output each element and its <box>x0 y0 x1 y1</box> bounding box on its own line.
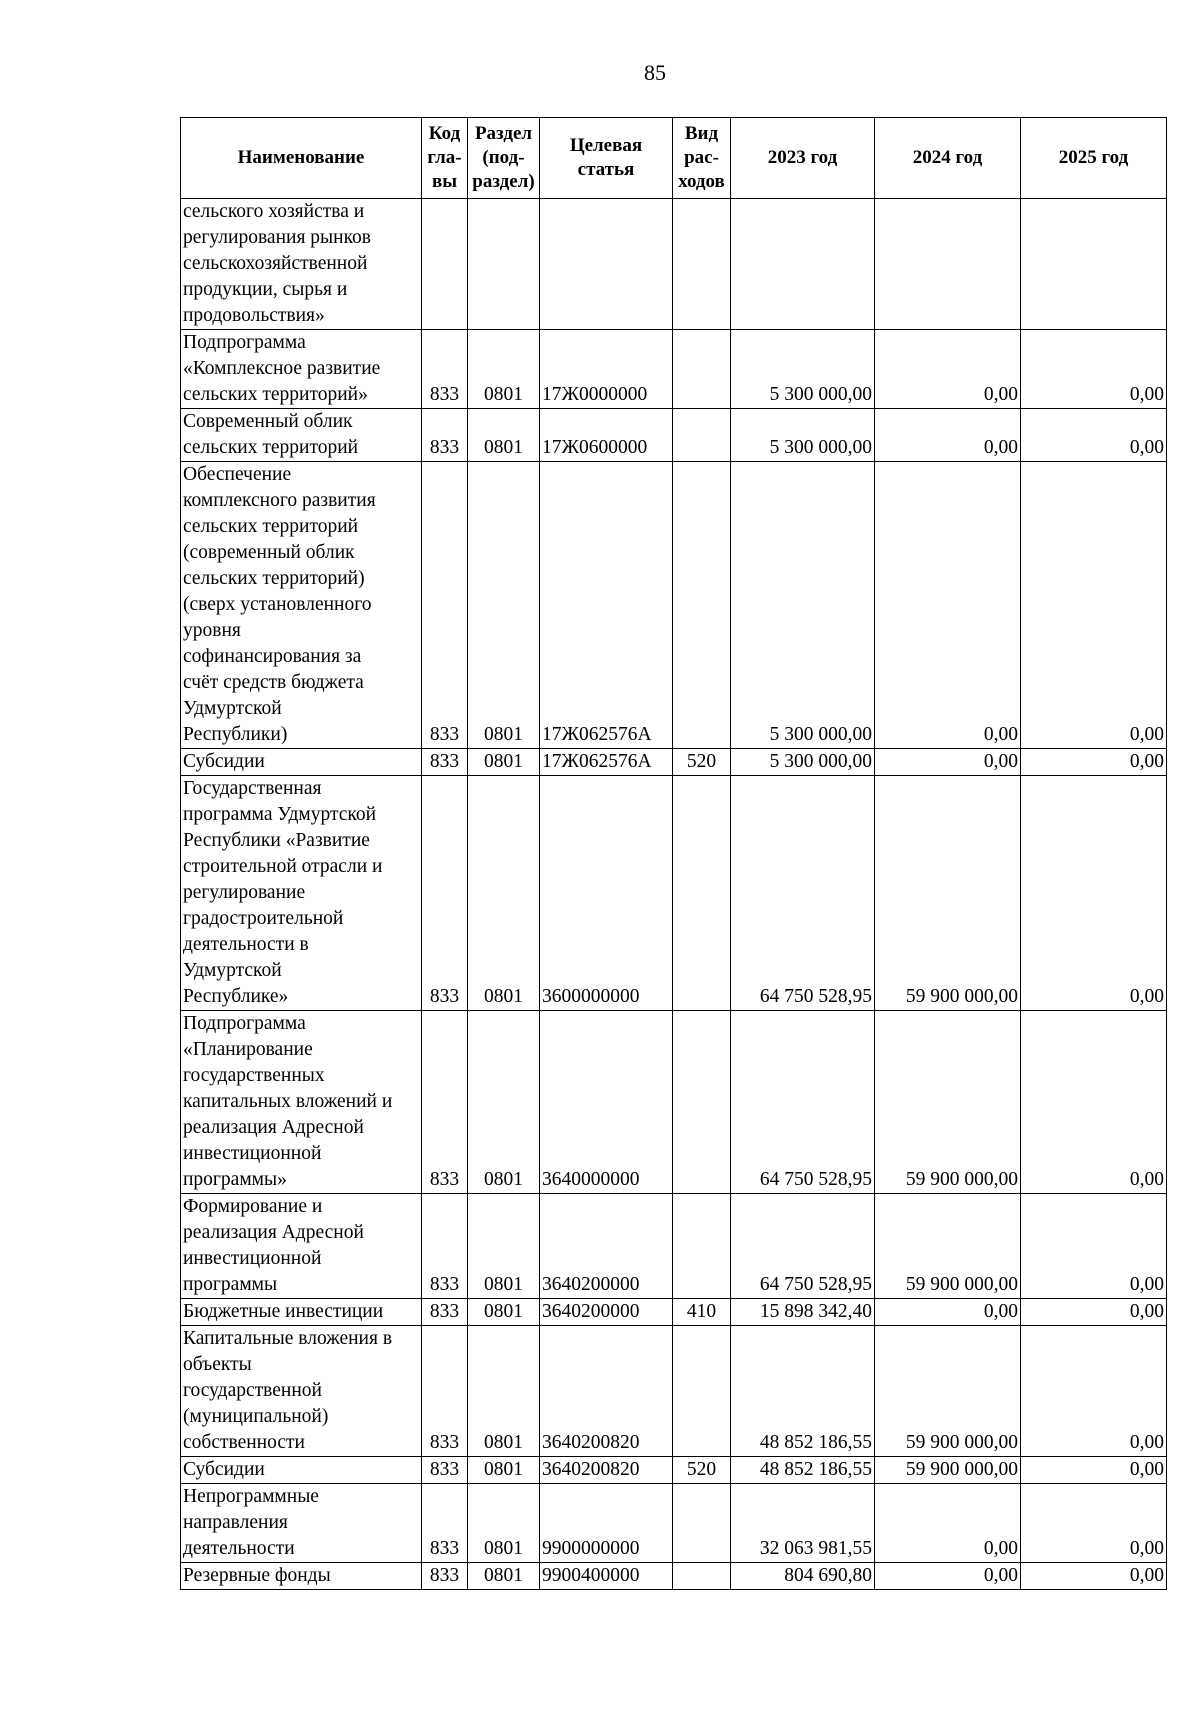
row-section: 0801 <box>468 1457 540 1484</box>
row-name-line: регулирования рынков <box>183 227 372 248</box>
row-name-line: (муниципальной) <box>183 1406 329 1427</box>
row-section: 0801 <box>468 1484 540 1563</box>
row-section: 0801 <box>468 330 540 409</box>
row-target-article: 3640200820 <box>540 1457 673 1484</box>
row-name-line: программа Удмуртской <box>183 804 377 825</box>
row-name <box>181 1194 422 1299</box>
row-target-article: 3640200000 <box>540 1299 673 1326</box>
row-amount-2025: 0,00 <box>1021 1563 1167 1590</box>
row-name-line: Капитальные вложения в <box>183 1328 393 1349</box>
row-name <box>181 749 422 776</box>
row-name-line: программы <box>183 1274 278 1295</box>
row-name <box>181 1457 422 1484</box>
table-row <box>181 1457 1167 1484</box>
row-name-line: реализация Адресной <box>183 1117 364 1138</box>
row-name <box>181 1299 422 1326</box>
row-amount-2025: 0,00 <box>1021 462 1167 749</box>
row-amount-2023: 5 300 000,00 <box>731 462 875 749</box>
row-target-article: 17Ж062576А <box>540 462 673 749</box>
row-name-line: реализация Адресной <box>183 1222 364 1243</box>
row-section: 0801 <box>468 749 540 776</box>
row-name-line: Субсидии <box>183 751 265 772</box>
row-amount-2024: 0,00 <box>875 1299 1021 1326</box>
row-amount-2023: 15 898 342,40 <box>731 1299 875 1326</box>
row-code: 833 <box>422 1011 468 1194</box>
row-name-line: продовольствия» <box>183 305 325 326</box>
table-row <box>181 1011 1167 1194</box>
row-name <box>181 776 422 1011</box>
row-name <box>181 199 422 330</box>
row-section <box>468 199 540 330</box>
row-amount-2023: 32 063 981,55 <box>731 1484 875 1563</box>
header-code: Код гла- вы <box>422 118 468 199</box>
row-target-article: 17Ж0600000 <box>540 409 673 462</box>
row-expense-kind: 520 <box>673 1457 731 1484</box>
row-amount-2024: 0,00 <box>875 749 1021 776</box>
row-name-line: Удмуртской <box>183 698 282 719</box>
row-name-line: Бюджетные инвестиции <box>183 1301 384 1322</box>
row-name-line: сельских территорий <box>183 437 359 458</box>
header-target: Целевая статья <box>540 118 673 199</box>
row-name-line: объекты <box>183 1354 252 1375</box>
row-amount-2025: 0,00 <box>1021 409 1167 462</box>
row-code: 833 <box>422 776 468 1011</box>
row-name <box>181 409 422 462</box>
row-amount-2024: 59 900 000,00 <box>875 776 1021 1011</box>
header-name: Наименование <box>181 118 422 199</box>
row-amount-2023: 64 750 528,95 <box>731 1194 875 1299</box>
row-name-line: Республике» <box>183 986 289 1007</box>
row-name-line: Подпрограмма <box>183 332 306 353</box>
row-name-line: капитальных вложений и <box>183 1091 393 1112</box>
row-amount-2025 <box>1021 199 1167 330</box>
row-name <box>181 1484 422 1563</box>
row-code: 833 <box>422 1194 468 1299</box>
row-amount-2023: 5 300 000,00 <box>731 330 875 409</box>
header-section: Раздел (под- раздел) <box>468 118 540 199</box>
table-row <box>181 462 1167 749</box>
row-code: 833 <box>422 749 468 776</box>
row-name-line: Республики «Развитие <box>183 830 370 851</box>
header-kind: Вид рас- ходов <box>673 118 731 199</box>
row-name <box>181 330 422 409</box>
row-amount-2024: 0,00 <box>875 330 1021 409</box>
row-name-line: Непрограммные <box>183 1486 319 1507</box>
table-row <box>181 409 1167 462</box>
row-expense-kind <box>673 1194 731 1299</box>
row-name-line: «Комплексное развитие <box>183 358 381 379</box>
row-name <box>181 1563 422 1590</box>
row-target-article: 9900000000 <box>540 1484 673 1563</box>
row-code: 833 <box>422 1326 468 1457</box>
header-2023: 2023 год <box>731 118 875 199</box>
row-code: 833 <box>422 1563 468 1590</box>
row-name-line: государственной <box>183 1380 322 1401</box>
row-name-line: Обеспечение <box>183 464 292 485</box>
row-name-line: комплексного развития <box>183 490 376 511</box>
row-name-line: Республики) <box>183 724 288 745</box>
table-row <box>181 1563 1167 1590</box>
row-section: 0801 <box>468 1326 540 1457</box>
row-section: 0801 <box>468 1299 540 1326</box>
row-amount-2025: 0,00 <box>1021 1457 1167 1484</box>
row-amount-2023: 5 300 000,00 <box>731 409 875 462</box>
row-name-line: Государственная <box>183 778 322 799</box>
row-amount-2025: 0,00 <box>1021 1326 1167 1457</box>
row-name-line: сельского хозяйства и <box>183 201 365 222</box>
table-row <box>181 1299 1167 1326</box>
row-amount-2024: 59 900 000,00 <box>875 1011 1021 1194</box>
row-target-article: 3600000000 <box>540 776 673 1011</box>
row-amount-2024: 59 900 000,00 <box>875 1457 1021 1484</box>
row-amount-2023: 804 690,80 <box>731 1563 875 1590</box>
row-amount-2023: 48 852 186,55 <box>731 1326 875 1457</box>
row-section: 0801 <box>468 1563 540 1590</box>
table-row <box>181 1194 1167 1299</box>
row-name <box>181 462 422 749</box>
row-name-line: деятельности в <box>183 934 309 955</box>
row-name-line: строительной отрасли и <box>183 856 383 877</box>
table-row <box>181 749 1167 776</box>
row-name-line: Субсидии <box>183 1459 265 1480</box>
row-name-line: «Планирование <box>183 1039 313 1060</box>
row-name-line: счёт средств бюджета <box>183 672 364 693</box>
row-target-article: 3640200000 <box>540 1194 673 1299</box>
row-section: 0801 <box>468 776 540 1011</box>
row-code: 833 <box>422 1299 468 1326</box>
row-target-article: 3640000000 <box>540 1011 673 1194</box>
row-name-line: государственных <box>183 1065 325 1086</box>
row-expense-kind <box>673 462 731 749</box>
row-section: 0801 <box>468 409 540 462</box>
row-target-article: 17Ж062576А <box>540 749 673 776</box>
row-amount-2024: 0,00 <box>875 409 1021 462</box>
row-name <box>181 1326 422 1457</box>
row-name-line: программы» <box>183 1169 287 1190</box>
row-target-article: 3640200820 <box>540 1326 673 1457</box>
row-code: 833 <box>422 1457 468 1484</box>
table-row <box>181 1484 1167 1563</box>
row-code: 833 <box>422 462 468 749</box>
row-expense-kind <box>673 1326 731 1457</box>
row-name-line: деятельности <box>183 1538 295 1559</box>
row-name-line: Резервные фонды <box>183 1565 331 1586</box>
header-2024: 2024 год <box>875 118 1021 199</box>
row-name-line: сельских территорий» <box>183 384 368 405</box>
row-code: 833 <box>422 1484 468 1563</box>
row-amount-2023: 64 750 528,95 <box>731 1011 875 1194</box>
row-target-article: 17Ж0000000 <box>540 330 673 409</box>
table-row <box>181 1326 1167 1457</box>
page-number: 85 <box>644 60 666 85</box>
row-name-line: Подпрограмма <box>183 1013 306 1034</box>
row-amount-2023: 5 300 000,00 <box>731 749 875 776</box>
row-name-line: градостроительной <box>183 908 344 929</box>
row-name-line: продукции, сырья и <box>183 279 348 300</box>
row-expense-kind <box>673 1011 731 1194</box>
row-expense-kind <box>673 1484 731 1563</box>
row-name-line: Формирование и <box>183 1196 323 1217</box>
row-code <box>422 199 468 330</box>
row-target-article <box>540 199 673 330</box>
row-name-line: Современный облик <box>183 411 353 432</box>
table-header-row <box>181 118 1167 199</box>
header-2025: 2025 год <box>1021 118 1167 199</box>
budget-table <box>180 117 1167 1590</box>
row-name-line: инвестиционной <box>183 1248 322 1269</box>
row-name-line: направления <box>183 1512 288 1533</box>
row-name-line: (сверх установленного <box>183 594 372 615</box>
row-expense-kind <box>673 776 731 1011</box>
row-amount-2024 <box>875 199 1021 330</box>
row-amount-2023 <box>731 199 875 330</box>
row-name-line: уровня <box>183 620 241 641</box>
row-section: 0801 <box>468 462 540 749</box>
row-expense-kind <box>673 199 731 330</box>
row-name-line: сельских территорий <box>183 516 359 537</box>
row-code: 833 <box>422 330 468 409</box>
row-name-line: софинансирования за <box>183 646 362 667</box>
row-code: 833 <box>422 409 468 462</box>
row-amount-2024: 0,00 <box>875 462 1021 749</box>
row-name-line: сельскохозяйственной <box>183 253 368 274</box>
row-name <box>181 1011 422 1194</box>
row-amount-2023: 64 750 528,95 <box>731 776 875 1011</box>
row-name-line: инвестиционной <box>183 1143 322 1164</box>
table-row <box>181 330 1167 409</box>
row-amount-2025: 0,00 <box>1021 1194 1167 1299</box>
row-amount-2025: 0,00 <box>1021 1484 1167 1563</box>
row-name-line: сельских территорий) <box>183 568 365 589</box>
row-amount-2025: 0,00 <box>1021 1011 1167 1194</box>
table-row <box>181 776 1167 1011</box>
row-amount-2023: 48 852 186,55 <box>731 1457 875 1484</box>
row-amount-2025: 0,00 <box>1021 330 1167 409</box>
row-name-line: собственности <box>183 1432 305 1453</box>
row-amount-2025: 0,00 <box>1021 749 1167 776</box>
row-name-line: Удмуртской <box>183 960 282 981</box>
row-amount-2024: 59 900 000,00 <box>875 1194 1021 1299</box>
table-body <box>181 199 1167 1590</box>
row-amount-2024: 59 900 000,00 <box>875 1326 1021 1457</box>
table-row <box>181 199 1167 330</box>
row-section: 0801 <box>468 1194 540 1299</box>
row-target-article: 9900400000 <box>540 1563 673 1590</box>
row-expense-kind <box>673 409 731 462</box>
row-name-line: регулирование <box>183 882 306 903</box>
row-expense-kind: 520 <box>673 749 731 776</box>
row-amount-2024: 0,00 <box>875 1563 1021 1590</box>
row-expense-kind: 410 <box>673 1299 731 1326</box>
row-expense-kind <box>673 1563 731 1590</box>
row-section: 0801 <box>468 1011 540 1194</box>
row-expense-kind <box>673 330 731 409</box>
row-name-line: (современный облик <box>183 542 355 563</box>
row-amount-2025: 0,00 <box>1021 776 1167 1011</box>
row-amount-2025: 0,00 <box>1021 1299 1167 1326</box>
row-amount-2024: 0,00 <box>875 1484 1021 1563</box>
